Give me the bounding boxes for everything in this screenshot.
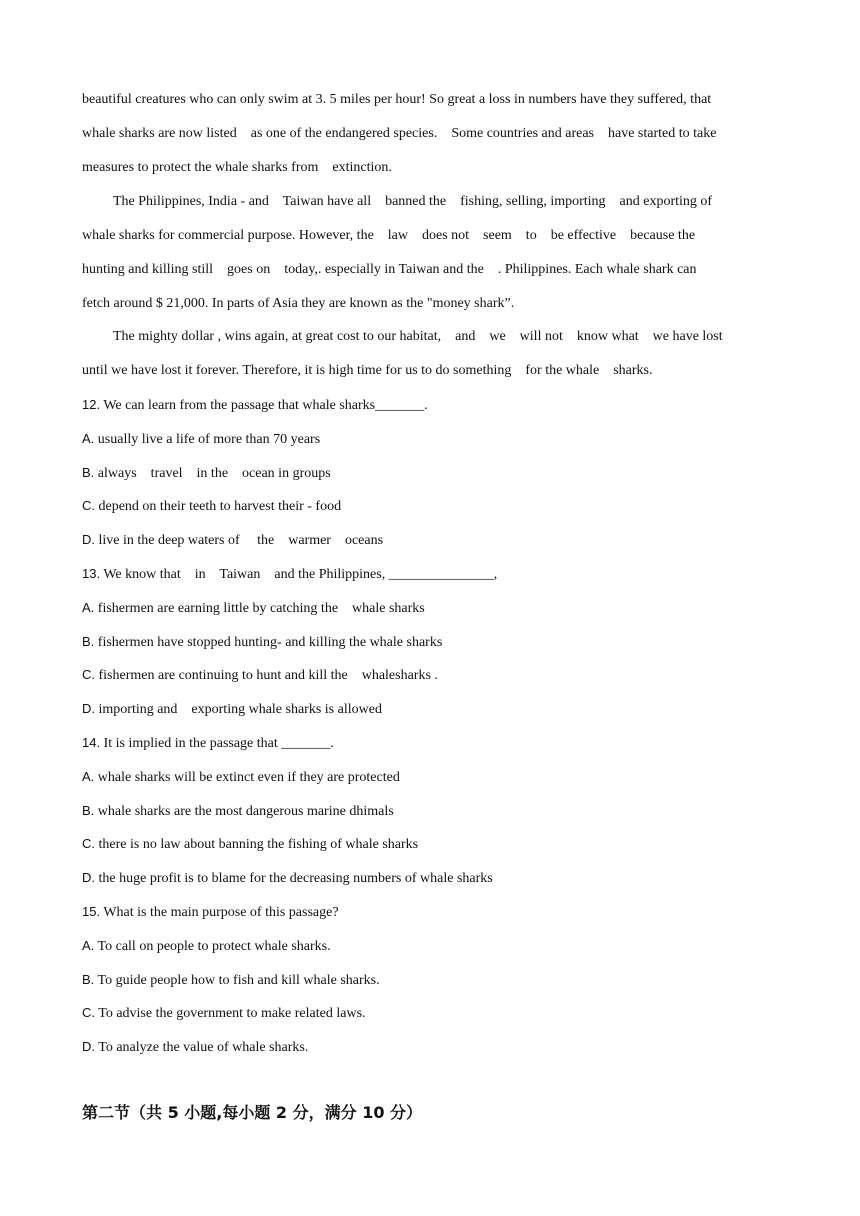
option-d	[82, 868, 782, 889]
question-number: 12.	[82, 397, 101, 412]
passage-line: measures to protect the whale sharks from extinction.	[82, 160, 392, 175]
question-text: We know that in Taiwan and the Philippines, _______________,	[100, 567, 498, 582]
question-stem	[82, 395, 782, 416]
passage-line: fetch around $ 21,000. In parts of Asia they are known as the "money shark”.	[82, 296, 515, 311]
passage-line: The Philippines, India - and Taiwan have all banned the fishing, selling, importing and exporting of	[113, 194, 713, 209]
option-c	[82, 1003, 782, 1024]
option-letter: B.	[82, 634, 95, 649]
option-d	[82, 1037, 782, 1058]
question-number: 15.	[82, 904, 101, 919]
option-a	[82, 936, 782, 957]
option-letter: D.	[82, 1039, 95, 1054]
option-text: To call on people to protect whale sharks.	[94, 939, 331, 954]
option-b	[82, 801, 782, 822]
passage-line: beautiful creatures who can only swim at 3. 5 miles per hour! So great a loss in numbers have they suffered, that	[82, 92, 712, 107]
option-text: To advise the government to make related laws.	[95, 1006, 366, 1021]
option-text: there is no law about banning the fishing of whale sharks	[95, 837, 419, 852]
option-letter: B.	[82, 803, 95, 818]
option-text: whale sharks are the most dangerous marine dhimals	[94, 804, 394, 819]
option-letter: A.	[82, 431, 95, 446]
passage-line: whale sharks are now listed as one of the endangered species. Some countries and areas have started to take	[82, 126, 717, 141]
option-c	[82, 665, 782, 686]
option-a	[82, 598, 782, 619]
question-number: 13.	[82, 566, 101, 581]
option-letter: B.	[82, 465, 95, 480]
option-text: depend on their teeth to harvest their - food	[95, 499, 342, 514]
option-letter: A.	[82, 769, 95, 784]
option-letter: C.	[82, 1005, 95, 1020]
option-text: To guide people how to fish and kill whale sharks.	[94, 973, 380, 988]
option-text: usually live a life of more than 70 years	[94, 432, 321, 447]
passage-line: The mighty dollar , wins again, at great cost to our habitat, and we will not know what we have lost	[113, 329, 723, 344]
option-b	[82, 970, 782, 991]
option-text: live in the deep waters of the warmer oceans	[95, 533, 384, 548]
option-text: To analyze the value of whale sharks.	[95, 1040, 309, 1055]
option-b	[82, 463, 782, 484]
option-text: always travel in the ocean in groups	[94, 466, 331, 481]
passage-line: whale sharks for commercial purpose. However, the law does not seem to be effective because the	[82, 228, 696, 243]
passage-line: hunting and killing still goes on today,. especially in Taiwan and the . Philippines. Each whale shark can	[82, 262, 697, 277]
option-letter: C.	[82, 836, 95, 851]
option-a	[82, 767, 782, 788]
option-letter: C.	[82, 498, 95, 513]
option-letter: A.	[82, 600, 95, 615]
option-text: whale sharks will be extinct even if they are protected	[94, 770, 400, 785]
question-number: 14.	[82, 735, 101, 750]
question-text: What is the main purpose of this passage?	[100, 905, 339, 920]
option-letter: D.	[82, 532, 95, 547]
option-text: importing and exporting whale sharks is allowed	[95, 702, 382, 717]
question-stem	[82, 564, 782, 585]
option-letter: D.	[82, 701, 95, 716]
option-text: the huge profit is to blame for the decreasing numbers of whale sharks	[95, 871, 493, 886]
option-b	[82, 632, 782, 653]
question-stem	[82, 902, 782, 923]
section-title: 第二节（共 5 小题,每小题 2 分，满分 10 分）	[82, 1103, 423, 1122]
option-text: fishermen are earning little by catching the whale sharks	[94, 601, 425, 616]
option-letter: A.	[82, 938, 95, 953]
passage-line: until we have lost it forever. Therefore, it is high time for us to do something for the whale sharks.	[82, 363, 653, 378]
question-text: It is implied in the passage that _______.	[100, 736, 334, 751]
option-letter: B.	[82, 972, 95, 987]
option-a	[82, 429, 782, 450]
option-d	[82, 699, 782, 720]
option-letter: C.	[82, 667, 95, 682]
option-text: fishermen are continuing to hunt and kill the whalesharks .	[95, 668, 438, 683]
option-text: fishermen have stopped hunting- and killing the whale sharks	[94, 635, 443, 650]
question-stem	[82, 733, 782, 754]
option-c	[82, 496, 782, 517]
option-letter: D.	[82, 870, 95, 885]
option-d	[82, 530, 782, 551]
question-text: We can learn from the passage that whale sharks_______.	[100, 398, 428, 413]
option-c	[82, 834, 782, 855]
